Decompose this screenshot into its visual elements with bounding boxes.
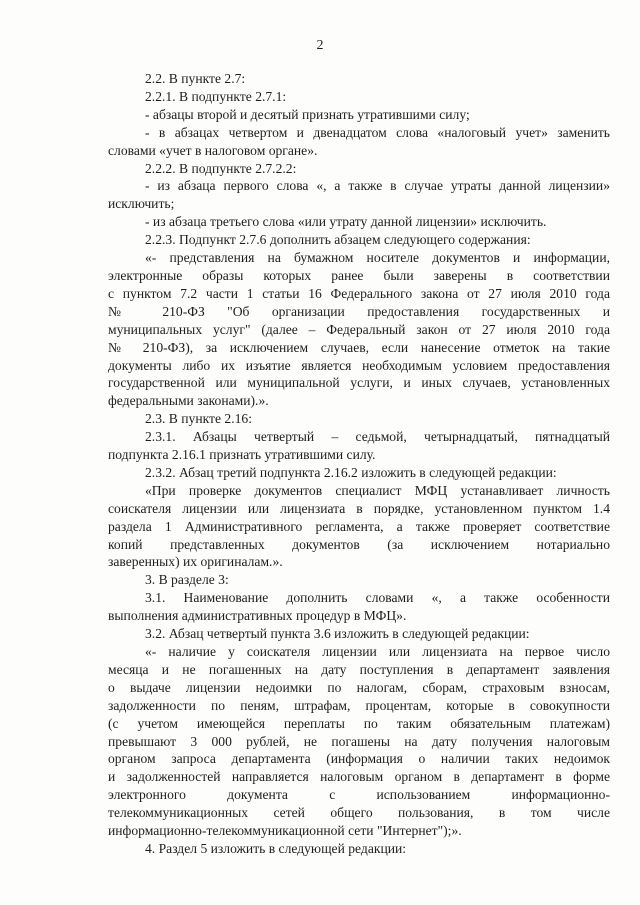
text-line: превышают 3 000 рублей, не погашены на дату получения налоговым	[108, 733, 610, 749]
text-line: 2.2.2. В подпункте 2.7.2.2:	[145, 160, 297, 176]
text-line: копий представленных документов (за исключением нотариально	[108, 536, 610, 552]
text-line: № 210-ФЗ), за исключением случаев, если нанесение отметок на такие	[108, 339, 610, 355]
text-line: электронные образы которых ранее были заверены в соответствии	[108, 267, 610, 283]
text-line: 2.3.1. Абзацы четвертый – седьмой, четырнадцатый, пятнадцатый	[145, 429, 610, 445]
page-number: 2	[316, 38, 324, 53]
text-line: 2.2. В пункте 2.7:	[145, 71, 246, 86]
document-body	[108, 70, 610, 858]
text-line: «- представления на бумажном носителе документов и информации,	[145, 250, 610, 266]
text-line: и задолженностей направляется налоговым органом в департамент в форме	[108, 769, 610, 785]
text-line: «При проверке документов специалист МФЦ устанавливает личность	[145, 482, 610, 498]
text-line: информационно-телекоммуникационной сети "Интернет");».	[108, 823, 462, 839]
text-line: о выдаче лицензии недоимки по налогам, сборам, страховым взносам,	[108, 679, 610, 695]
text-line: 2.2.3. Подпункт 2.7.6 дополнить абзацем следующего содержания:	[145, 232, 531, 248]
text-line: федеральными законами).».	[108, 393, 269, 409]
text-line: телекоммуникационных сетей общего пользования, в том числе	[108, 805, 610, 821]
text-line: - в абзацах четвертом и двенадцатом слова «налоговый учет» заменить	[145, 124, 610, 140]
text-line: словами «учет в налоговом органе».	[108, 142, 318, 158]
text-line: заверенных) их оригиналам.».	[108, 554, 283, 570]
text-line: 2.3. В пункте 2.16:	[145, 411, 252, 427]
text-line: 3.2. Абзац четвертый пункта 3.6 изложить в следующей редакции:	[145, 626, 530, 642]
text-line: 4. Раздел 5 изложить в следующей редакции:	[145, 840, 407, 856]
text-line: документы либо их изъятие является необходимым условием предоставления	[108, 357, 610, 373]
text-line: с пунктом 7.2 части 1 статьи 16 Федерального закона от 27 июля 2010 года	[108, 285, 610, 301]
text-line: задолженности по пеням, штрафам, процентам, которые в совокупности	[108, 697, 610, 713]
text-line: электронного документа с использованием информационно-	[108, 787, 610, 803]
text-line: «- наличие у соискателя лицензии или лицензиата на первое число	[145, 644, 610, 659]
text-line: 3.1. Наименование дополнить словами «, а также особенности	[145, 590, 610, 606]
text-line: - из абзаца третьего слова «или утрату данной лицензии» исключить.	[145, 214, 547, 230]
text-line: (с учетом имеющейся переплаты по таким обязательным платежам)	[108, 715, 610, 731]
text-line: 2.2.1. В подпункте 2.7.1:	[145, 88, 287, 104]
text-line: - абзацы второй и десятый признать утратившими силу;	[145, 106, 470, 122]
text-line: № 210-ФЗ "Об организации предоставления государственных и	[108, 303, 610, 319]
text-line: подпункта 2.16.1 признать утратившими силу.	[108, 447, 376, 463]
text-line: месяца и не погашенных на дату поступления в департамент заявления	[108, 661, 610, 677]
text-line: соискателя лицензии или лицензиата в порядке, установленном пунктом 1.4	[108, 500, 610, 516]
text-line: выполнения административных процедур в МФЦ».	[108, 608, 407, 624]
text-line: - из абзаца первого слова «, а также в случае утраты данной лицензии»	[145, 178, 610, 194]
text-line: исключить;	[108, 196, 175, 212]
text-line: 3. В разделе 3:	[145, 572, 229, 588]
text-line: государственной или муниципальной услуги, и иных случаев, установленных	[108, 375, 610, 391]
text-line: муниципальных услуг" (далее – Федеральный закон от 27 июля 2010 года	[108, 321, 610, 337]
text-line: раздела 1 Административного регламента, а также проверяет соответствие	[108, 518, 610, 534]
text-line: 2.3.2. Абзац третий подпункта 2.16.2 изложить в следующей редакции:	[145, 464, 557, 480]
text-line: органом запроса департамента (информация о наличии таких недоимок	[108, 751, 610, 767]
